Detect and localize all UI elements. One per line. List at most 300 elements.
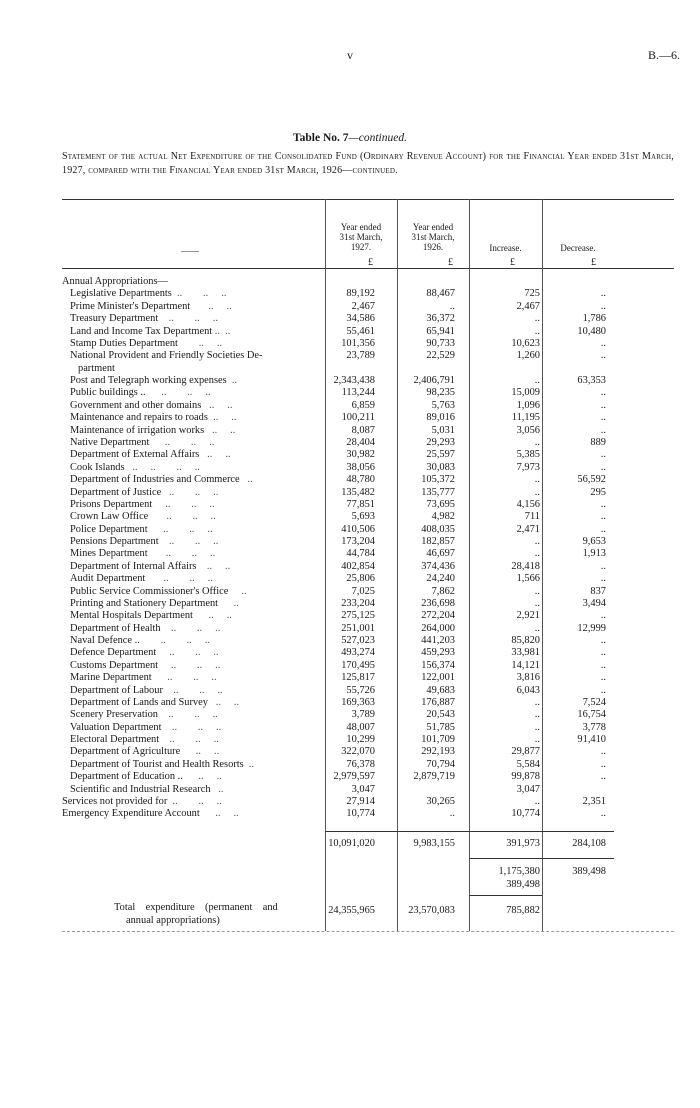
cell-c4: .. [600,523,606,535]
cell-c2: 441,203 [421,635,455,646]
cell-c1: 30,982 [346,449,375,461]
row-leader-dots: .. [210,783,224,795]
table-row [0,349,700,362]
cell-c2: 98,235 [426,387,455,399]
cell-c4: 889 [590,436,606,448]
row-label-text: Department of Health [70,622,161,634]
cell-c3: 2,467 [516,300,540,312]
row-label [70,486,218,499]
cell-c1: 493,274 [341,647,375,659]
cell-c2: 89,016 [426,412,455,424]
row-label-text: Legislative Departments [70,288,172,300]
cell-c3: .. [534,696,540,708]
cell-c4: .. [600,808,606,820]
row-leader-dots: .. .. [204,424,236,436]
table-row [0,659,700,672]
table-row [0,721,700,734]
row-label-text: Defence Department [70,647,157,659]
row-label-text: Government and other domains [70,399,202,411]
row-leader-dots: .. .. .. [145,573,213,585]
cell-c2: 122,001 [421,672,455,684]
cell-c1: 3,047 [351,783,375,795]
row-label [70,721,221,734]
cell-c4: 7,524 [582,696,606,708]
row-label-text: Department of Industries and Commerce [70,474,240,486]
row-label-text: Annual Appropriations— [62,276,168,287]
row-leader-dots: .. .. [180,746,220,758]
header-line: 31st March, [411,232,455,242]
row-label-text: Marine Department [70,672,152,684]
row-leader-dots: .. .. [196,560,231,572]
row-label-text: Scientific and Industrial Research [70,783,211,795]
table-row [0,572,700,585]
row-label-text: Prisons Department [70,498,153,510]
row-leader-dots: .. .. .. [160,622,221,634]
cell-c4: .. [600,610,606,622]
row-leader-dots: .. .. [207,696,240,708]
cell-c1: 113,244 [341,387,375,399]
cell-c1: 34,586 [346,313,375,325]
cell-c1: 76,378 [346,758,375,770]
cell-c2: 264,000 [421,622,455,634]
row-leader-dots: .. .. .. [152,498,215,510]
cell-c2: 374,436 [421,560,455,572]
cell-c3: 2,921 [516,610,540,622]
cell-c4: .. [600,758,606,770]
row-label [70,609,232,622]
cell-c3: .. [534,325,540,337]
row-leader-dots: .. .. [177,337,223,349]
table-top-rule [62,199,674,200]
row-leader-dots: .. .. .. [149,436,215,448]
cell-c1: 410,506 [341,523,375,535]
cell-c1: 6,859 [351,399,375,411]
cell-c3: 85,820 [511,635,540,646]
row-label-text: Department of Labour [70,684,163,696]
cell-c3: 1,260 [516,350,540,362]
cell-c2: 272,204 [421,610,455,622]
row-label-text: Printing and Stationery Department [70,597,219,609]
row-label-text: Services not provided for [62,796,168,807]
cell-c3: 711 [524,511,540,523]
row-label-text: Post and Telegraph working expenses [70,375,227,386]
row-label-text: Public Service Commissioner's Office [70,585,229,597]
subtotal-1927: 10,091,020 [328,838,375,849]
row-label [70,498,215,511]
cell-c3: 15,009 [511,387,540,399]
cell-c2: 5,763 [431,399,455,411]
row-label [70,300,232,313]
table-row [0,684,700,697]
cell-c4: 63,353 [577,375,606,386]
cell-c1: 5,693 [351,511,375,523]
row-label-text: Customs Department [70,659,159,671]
row-leader-dots: .. [228,585,247,597]
cell-c1: 27,914 [346,796,375,807]
row-label [70,622,220,635]
table-row [0,585,700,598]
row-label [70,325,230,338]
row-leader-dots: .. .. .. [145,387,211,399]
cell-c4: 91,410 [577,734,606,746]
row-label [70,312,218,325]
row-label [70,733,219,746]
table-row [0,424,700,437]
cell-c3: 29,877 [511,746,540,758]
row-label-text: Treasury Department [70,313,159,325]
row-label [70,287,226,300]
cell-c4: .. [600,635,606,646]
table-row [0,510,700,523]
cell-c2: 2,879,719 [413,771,455,783]
header-line: 1926. [422,242,444,252]
table-row [0,473,700,486]
cell-c3: .. [534,474,540,486]
total-label-line: annual appropriations) [126,915,220,926]
row-leader-dots: .. .. .. [162,684,223,696]
table-row [0,386,700,399]
cell-c3: 4,156 [516,498,540,510]
row-label-text: Department of Justice [70,486,162,498]
cell-c1: 7,025 [351,585,375,597]
cell-c4: .. [600,672,606,684]
cell-c4: .. [600,288,606,300]
table-row [0,696,700,709]
row-leader-dots: .. .. .. [156,647,219,659]
cell-c1: 125,817 [341,672,375,684]
cell-c3: 2,471 [516,523,540,535]
header-line: Year ended [340,222,382,232]
header-line: Year ended [412,222,454,232]
row-leader-dots: .. [218,597,239,609]
currency-c1: £ [368,257,373,268]
row-label [70,337,222,350]
total-1927: 24,355,965 [328,905,375,916]
netting-decrease-deducted: 389,498 [506,879,540,890]
cell-c3: 725 [524,288,540,300]
row-label [70,411,237,424]
table-row [0,745,700,758]
cell-c1: 173,204 [341,536,375,547]
row-label-text: Public buildings .. [70,387,146,399]
cell-c1: 28,404 [346,436,375,448]
cell-c2: 90,733 [426,337,455,349]
row-label [70,547,215,560]
cell-c4: .. [600,449,606,461]
row-leader-dots: .. .. .. [159,734,219,746]
row-label-text: Department of Education .. [70,771,183,783]
row-leader-dots: .. .. .. [151,672,217,684]
table-bottom-rule [62,931,674,932]
cell-c2: 156,374 [421,659,455,671]
cell-c3: 3,816 [516,672,540,684]
row-label-text: Department of Agriculture [70,746,181,758]
row-label-text: Land and Income Tax Department [70,325,213,337]
cell-c1: 251,001 [341,622,375,634]
cell-c3: 5,385 [516,449,540,461]
row-label-text: Police Department [70,523,148,535]
cell-c4: 12,999 [577,622,606,634]
cell-c2: 29,293 [426,436,455,448]
table-row [0,634,700,647]
row-label-text: Department of External Affairs [70,449,200,461]
row-leader-dots: .. .. [199,808,239,820]
cell-c1: 23,789 [346,350,375,362]
cell-c2: 51,785 [426,721,455,733]
table-row [0,362,700,375]
cell-c1: 233,204 [341,597,375,609]
row-label [70,399,232,412]
cell-c3: 99,878 [511,771,540,783]
row-leader-dots: .. .. .. [139,635,210,646]
row-leader-dots: .. .. [207,412,237,424]
cell-c1: 100,211 [341,412,375,424]
row-label-text: Maintenance and repairs to roads [70,412,208,424]
cell-c2: 5,031 [431,424,455,436]
cell-c3: .. [534,721,540,733]
row-label [70,473,253,486]
cell-c2: 73,695 [426,498,455,510]
table-row [0,671,700,684]
table-row [0,609,700,622]
cell-c3: .. [534,622,540,634]
row-label-text: Department of Tourist and Health Resorts [70,758,244,770]
cell-c2: 25,597 [426,449,455,461]
header-line: 1927. [350,242,372,252]
currency-c4: £ [591,257,596,268]
row-label-text: Valuation Department [70,721,162,733]
cell-c2: 105,372 [421,474,455,486]
row-label [70,510,216,523]
row-leader-dots: .. .. [201,399,233,411]
cell-c4: 56,592 [577,474,606,486]
cell-c4: .. [600,560,606,572]
subtotal-decrease: 284,108 [572,838,606,849]
cell-c4: .. [600,659,606,671]
row-label [70,597,239,610]
cell-c4: .. [600,573,606,585]
row-label [62,807,239,820]
cell-c3: 14,121 [511,659,540,671]
row-leader-dots: .. .. .. .. [124,461,200,473]
cell-c1: 2,343,438 [333,375,375,386]
row-leader-dots: .. .. .. [158,536,219,547]
page-number: v [347,48,353,62]
cell-c4: 16,754 [577,709,606,721]
cell-c2: 182,857 [421,536,455,547]
cell-c1: 25,806 [346,573,375,585]
total-1926: 23,570,083 [408,905,455,916]
cell-c4: .. [600,337,606,349]
row-label-text: Audit Department [70,573,146,585]
cell-c4: .. [600,412,606,424]
cell-c1: 3,789 [351,709,375,721]
cell-c3: 11,195 [511,412,540,424]
header-year-1926 [397,222,469,252]
cell-c2: 135,777 [421,486,455,498]
cell-c1: 55,726 [346,684,375,696]
cell-c3: .. [534,375,540,386]
cell-c2: 49,683 [426,684,455,696]
cell-c1: 10,299 [346,734,375,746]
cell-c4: 1,786 [582,313,606,325]
row-label [62,795,222,808]
row-label [62,275,168,288]
table-row [0,287,700,300]
table-row [0,807,700,820]
row-label [70,560,230,573]
row-leader-dots: .. .. [182,771,222,783]
row-label [70,646,219,659]
cell-c2: 176,887 [421,696,455,708]
cell-c2: 70,794 [426,758,455,770]
header-bottom-rule [62,268,674,269]
table-row [0,708,700,721]
cell-c3: .. [534,548,540,560]
table-row [0,795,700,808]
cell-c2: .. [449,300,455,312]
table-title-main: Table No. 7 [293,132,349,144]
row-label-text: Crown Law Office [70,511,149,523]
table-row [0,758,700,771]
cell-c4: 10,480 [577,325,606,337]
cell-c3: 3,047 [516,783,540,795]
cell-c2: 4,982 [431,511,455,523]
cell-c4: 295 [590,486,606,498]
row-leader-dots: .. .. .. [147,523,213,535]
netting-decrease: 389,498 [572,866,606,877]
row-label [70,535,218,548]
cell-c1: 135,482 [341,486,375,498]
cell-c1: 38,056 [346,461,375,473]
row-label [78,362,115,375]
row-leader-dots: .. .. .. [171,288,227,300]
cell-c4: .. [600,684,606,696]
cell-c1: 169,363 [341,696,375,708]
row-label [70,671,217,684]
cell-c1: 527,023 [341,635,375,646]
cell-c2: 30,083 [426,461,455,473]
cell-c2: 30,265 [426,796,455,807]
row-leader-dots: .. .. .. [158,709,218,721]
cell-c1: 101,356 [341,337,375,349]
table-row [0,486,700,499]
table-row [0,560,700,573]
table-row [0,770,700,783]
cell-c3: .. [534,536,540,547]
netting-increase-total: 1,175,380 [498,866,540,877]
table-row [0,312,700,325]
cell-c1: 77,851 [346,498,375,510]
cell-c2: 65,941 [426,325,455,337]
row-label [70,461,200,474]
table-row [0,411,700,424]
cell-c4: 837 [590,585,606,597]
row-label [70,436,214,449]
row-label-text: Mines Department [70,548,148,560]
cell-c2: 20,543 [426,709,455,721]
table-row [0,622,700,635]
table-row [0,337,700,350]
cell-c1: 44,784 [346,548,375,560]
table-row [0,275,700,288]
row-label-text: Stamp Duties Department [70,337,178,349]
table-row [0,646,700,659]
row-leader-dots: .. [239,474,253,486]
row-label-text: Prime Minister's Department [70,300,191,312]
row-leader-dots: .. [226,375,238,386]
row-label [70,783,224,796]
cell-c3: 10,774 [511,808,540,820]
row-label-text: Naval Defence .. [70,635,140,646]
table-row [0,733,700,746]
cell-c4: 9,653 [582,536,606,547]
row-leader-dots: .. .. .. [148,511,216,523]
cell-c3: 5,584 [516,758,540,770]
row-label [70,745,219,758]
row-label-text: Electoral Department [70,734,160,746]
row-label [70,448,231,461]
cell-c1: 275,125 [341,610,375,622]
cell-c2: 88,467 [426,288,455,300]
cell-c4: .. [600,387,606,399]
table-title [0,132,700,144]
currency-c3: £ [510,257,515,268]
table-title-suffix: —continued. [348,132,407,144]
row-label-text: Native Department [70,436,150,448]
cell-c2: 408,035 [421,523,455,535]
cell-c2: 22,529 [426,350,455,362]
row-label-text: Department of Lands and Survey [70,696,208,708]
row-label [70,349,262,362]
row-label [70,758,254,771]
cell-c3: 6,043 [516,684,540,696]
subtotal-bottom-rule [469,858,614,859]
cell-c1: 322,070 [341,746,375,758]
row-label [70,708,218,721]
cell-c3: 3,056 [516,424,540,436]
cell-c1: 48,007 [346,721,375,733]
row-label [70,386,211,399]
cell-c1: 8,087 [351,424,375,436]
cell-c3: 1,096 [516,399,540,411]
header-year-1927 [325,222,397,252]
total-label [114,901,324,927]
row-label [70,374,237,387]
table-row [0,547,700,560]
row-leader-dots: .. .. .. [167,796,222,807]
row-leader-dots: .. .. .. [161,721,222,733]
row-label [70,634,210,647]
row-label [70,424,235,437]
document-reference: B.—6. [647,48,680,62]
cell-c3: .. [534,709,540,721]
cell-c2: 24,240 [426,573,455,585]
cell-c4: .. [600,350,606,362]
cell-c2: 292,193 [421,746,455,758]
cell-c2: 36,372 [426,313,455,325]
table-row [0,498,700,511]
table-row [0,436,700,449]
row-leader-dots: .. .. .. [158,313,218,325]
row-leader-dots: .. .. .. [147,548,216,560]
row-leader-dots: .. .. [212,325,231,337]
header-decrease: Decrease. [560,243,596,253]
table-row [0,448,700,461]
cell-c3: .. [534,734,540,746]
cell-c4: .. [600,511,606,523]
cell-c1: 48,780 [346,474,375,486]
